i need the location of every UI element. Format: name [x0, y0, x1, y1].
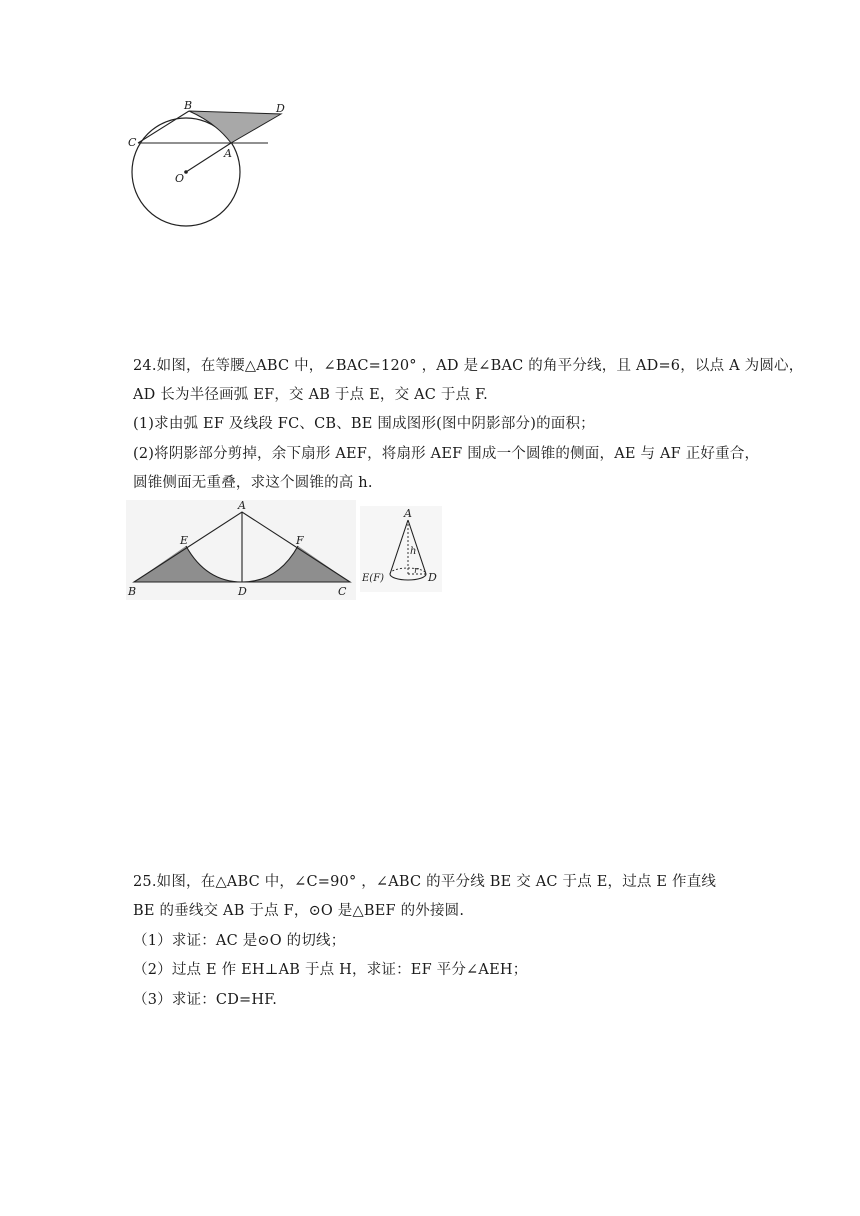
q24-line1: 24.如图，在等腰△ABC 中，∠BAC=120° ，AD 是∠BAC 的角平分线，且 AD=6，以点 A 为圆心，	[133, 358, 804, 374]
label-c: C	[338, 585, 347, 598]
figure-cone	[360, 506, 442, 592]
label-d: D	[238, 585, 247, 598]
label-r: r	[414, 566, 419, 576]
center-o	[184, 170, 188, 174]
q25-part1: （1）求证：AC 是⊙O 的切线；	[133, 933, 346, 949]
label-ef: E(F)	[362, 573, 385, 584]
label-o: O	[175, 172, 185, 185]
q25-part2: （2）过点 E 作 EH⊥AB 于点 H，求证：EF 平分∠AEH；	[133, 962, 528, 978]
shaded-region	[189, 111, 281, 143]
label-c: C	[128, 136, 137, 149]
label-a: A	[224, 147, 232, 160]
q25-line1: 25.如图，在△ABC 中，∠C=90° ，∠ABC 的平分线 BE 交 AC 于点 E，过点 E 作直线	[133, 874, 717, 890]
q24-line2: AD 长为半径画弧 EF，交 AB 于点 E，交 AC 于点 F.	[133, 387, 488, 403]
label-d: D	[276, 102, 285, 115]
figure-circle-shaded	[126, 98, 286, 233]
q25-line2: BE 的垂线交 AB 于点 F，⊙O 是△BEF 的外接圆.	[133, 903, 465, 919]
q24-part1: (1)求由弧 EF 及线段 FC、CB、BE 围成图形(图中阴影部分)的面积；	[133, 416, 595, 432]
figure-triangle-arc	[126, 500, 356, 600]
label-f: F	[296, 534, 304, 547]
label-b: B	[128, 585, 137, 598]
q24-part2b: 圆锥侧面无重叠，求这个圆锥的高 h.	[133, 475, 373, 491]
label-h: h	[410, 546, 417, 557]
label-d: D	[428, 571, 437, 584]
label-b: B	[184, 99, 193, 112]
label-a: A	[238, 500, 246, 512]
q24-part2a: (2)将阴影部分剪掉，余下扇形 AEF，将扇形 AEF 围成一个圆锥的侧面，AE 与 AF 正好重合，	[133, 446, 760, 462]
segment-cb	[138, 111, 189, 143]
label-a: A	[404, 507, 412, 520]
q25-part3: （3）求证：CD=HF.	[133, 992, 278, 1008]
label-e: E	[180, 534, 189, 547]
